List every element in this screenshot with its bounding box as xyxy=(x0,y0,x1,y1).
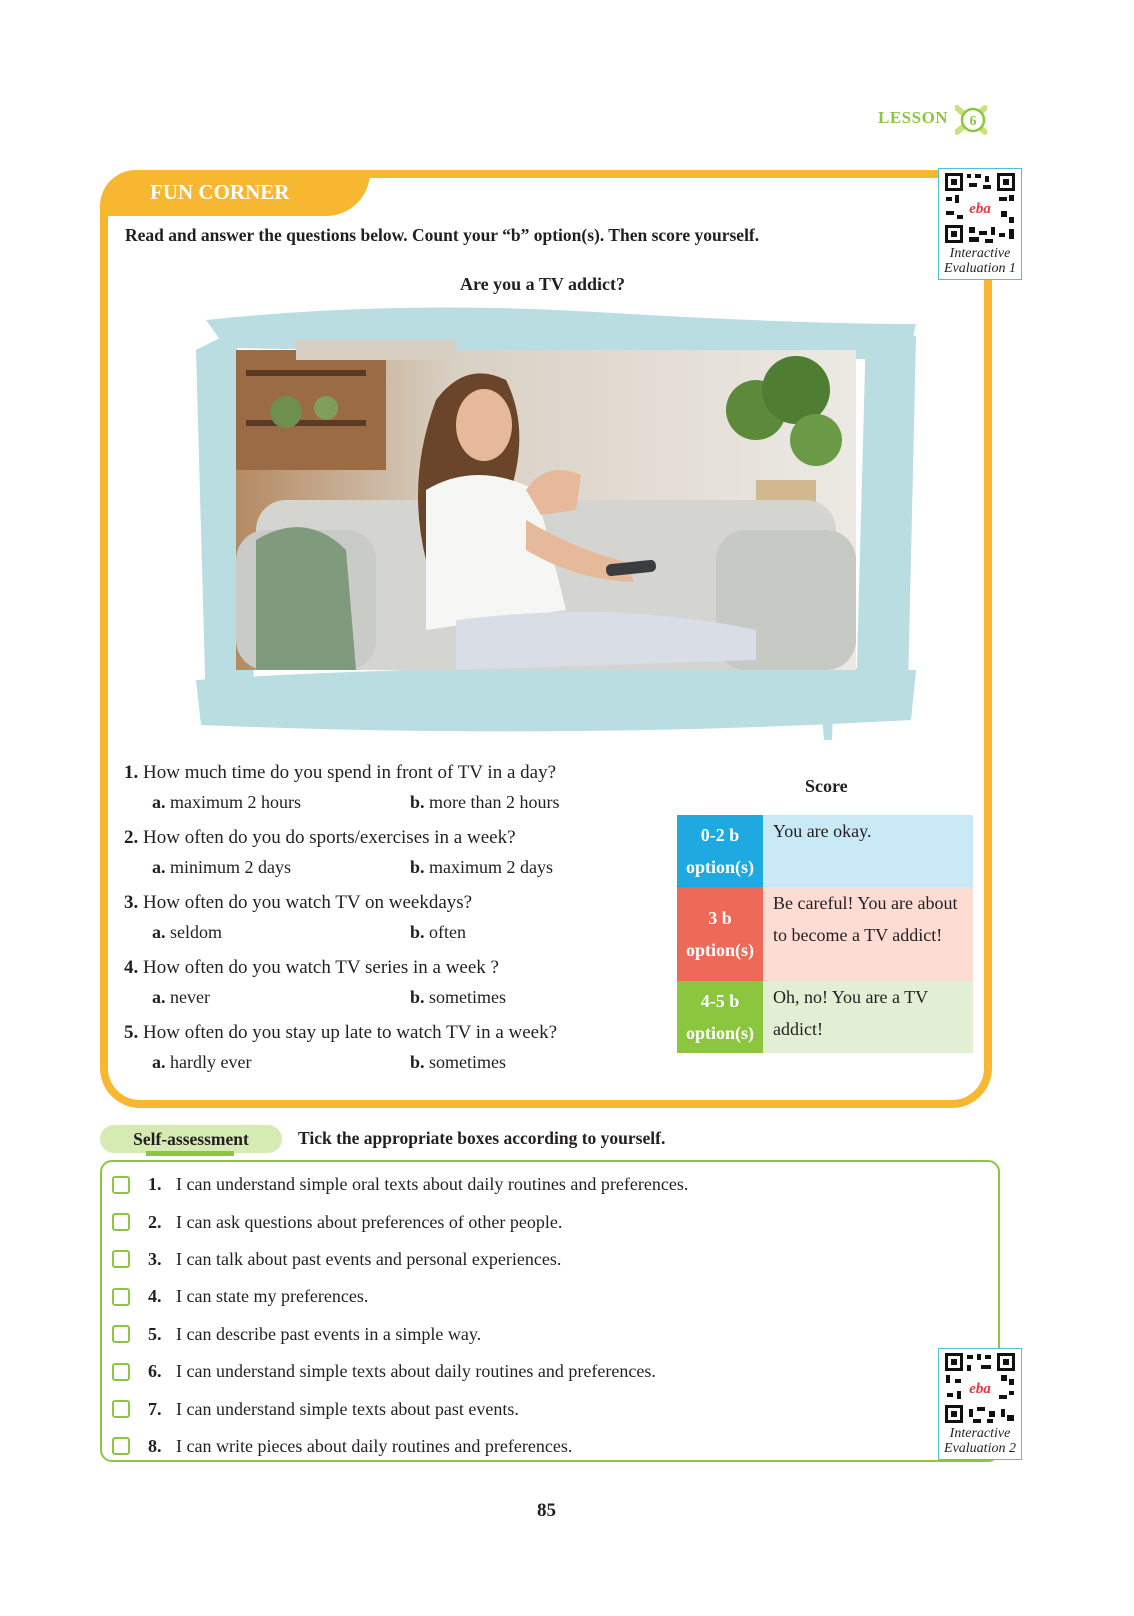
list-item: 5. I can describe past events in a simple way. xyxy=(112,1316,688,1353)
self-assessment-instruction: Tick the appropriate boxes according to yourself. xyxy=(298,1128,666,1148)
score-table xyxy=(677,815,975,1053)
checkbox[interactable] xyxy=(112,1437,130,1455)
score-result-text: Oh, no! You are a TV addict! xyxy=(763,981,973,1053)
list-item: 2. I can ask questions about preferences of other people. xyxy=(112,1203,688,1240)
lesson-badge xyxy=(955,104,987,136)
checkbox[interactable] xyxy=(112,1213,130,1231)
checkbox[interactable] xyxy=(112,1250,130,1268)
lesson-number: 6 xyxy=(969,114,977,129)
score-result-text: You are okay. xyxy=(763,815,973,887)
quiz-questions xyxy=(124,760,684,1085)
score-row xyxy=(677,981,975,1053)
tv-remote-photo xyxy=(196,300,922,740)
qr-caption: Interactive Evaluation 1 xyxy=(944,246,1016,276)
list-item: 7. I can understand simple texts about past events. xyxy=(112,1390,688,1427)
score-range-label: 0-2 b option(s) xyxy=(677,815,763,887)
checkbox[interactable] xyxy=(112,1400,130,1418)
self-assessment-underline xyxy=(146,1151,234,1156)
quiz-title: Are you a TV addict? xyxy=(460,274,626,294)
question-4: 4. How often do you watch TV series in a week ? a. never b. sometimes xyxy=(124,957,507,1007)
fun-corner-instruction: Read and answer the questions below. Count your “b” option(s). Then score yourself. xyxy=(125,225,760,245)
self-assessment-label: Self-assessment xyxy=(100,1125,282,1153)
self-assessment-list xyxy=(112,1166,688,1465)
page-number: 85 xyxy=(537,1500,556,1521)
score-row xyxy=(677,815,975,887)
question-5: 5. How often do you stay up late to watch TV in a week? a. hardly ever b. sometimes xyxy=(124,1022,558,1072)
qr-code-icon xyxy=(943,1351,1017,1425)
score-range-label: 3 b option(s) xyxy=(677,887,763,981)
score-title: Score xyxy=(805,776,848,796)
list-item: 1. I can understand simple oral texts about daily routines and preferences. xyxy=(112,1166,688,1203)
qr-code-interactive-evaluation-1[interactable] xyxy=(938,168,1022,280)
list-item: 6. I can understand simple texts about daily routines and preferences. xyxy=(112,1353,688,1390)
list-item: 3. I can talk about past events and personal experiences. xyxy=(112,1241,688,1278)
qr-code-interactive-evaluation-2[interactable] xyxy=(938,1348,1022,1460)
qr-caption: Interactive Evaluation 2 xyxy=(944,1426,1016,1456)
list-item: 8. I can write pieces about daily routines and preferences. xyxy=(112,1428,688,1465)
question-2: 2. How often do you do sports/exercises in a week? a. minimum 2 days b. maximum 2 days xyxy=(124,827,554,877)
qr-logo-text: eba xyxy=(969,1381,991,1397)
list-item: 4. I can state my preferences. xyxy=(112,1278,688,1315)
score-row xyxy=(677,887,975,981)
qr-logo-text: eba xyxy=(969,201,991,217)
question-1: 1. How much time do you spend in front of TV in a day? a. maximum 2 hours b. more than 2 hours xyxy=(124,762,560,812)
checkbox[interactable] xyxy=(112,1325,130,1343)
score-result-text: Be careful! You are about to become a TV addict! xyxy=(763,887,973,981)
score-range-label: 4-5 b option(s) xyxy=(677,981,763,1053)
question-3: 3. How often do you watch TV on weekdays? a. seldom b. often xyxy=(124,892,473,942)
lesson-label: LESSON xyxy=(878,108,949,127)
checkbox[interactable] xyxy=(112,1363,130,1381)
checkbox[interactable] xyxy=(112,1288,130,1306)
fun-corner-title: FUN CORNER xyxy=(150,180,290,204)
checkbox[interactable] xyxy=(112,1176,130,1194)
qr-code-icon xyxy=(943,171,1017,245)
